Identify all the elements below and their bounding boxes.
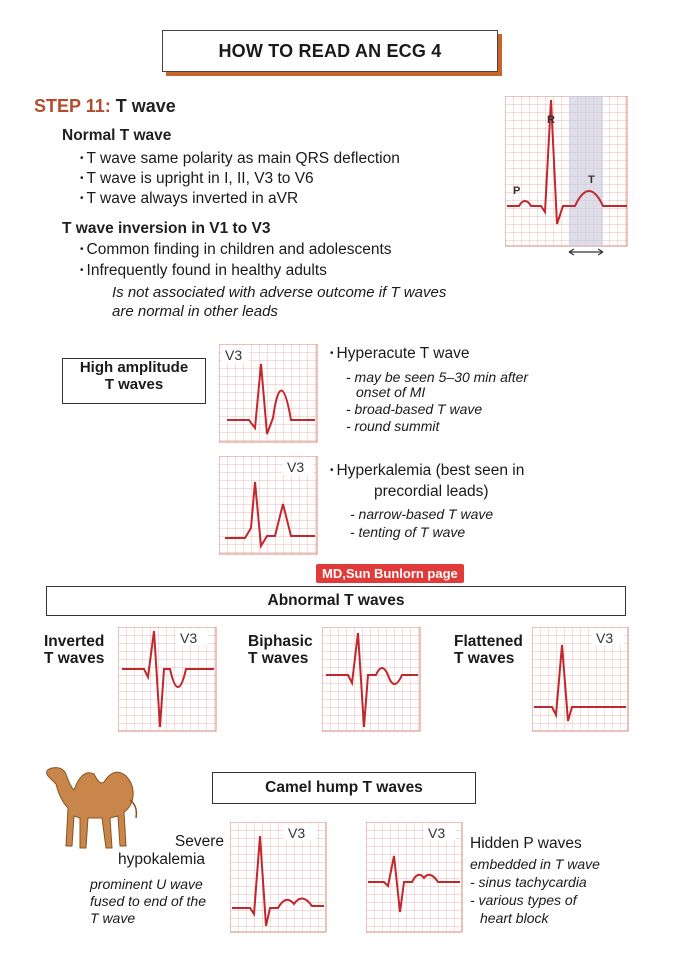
hidden-p-line: - various types of: [470, 892, 577, 908]
lead-label: V3: [225, 347, 243, 363]
inversion-bullet: • Infrequently found in healthy adults: [80, 262, 327, 279]
lead-label: V3: [287, 459, 305, 475]
hyperacute-line: - round summit: [346, 418, 440, 434]
hidden-p-ecg: [366, 822, 466, 934]
hypokalemia-label-2: hypokalemia: [118, 851, 206, 868]
credit-badge: MD,Sun Bunlorn page: [316, 564, 464, 583]
hypokalemia-label-1: Severe: [174, 833, 224, 850]
hyperkalemia-heading-cont: precordial leads): [374, 483, 489, 500]
normal-heading: Normal T wave: [62, 127, 172, 144]
lead-label: V3: [288, 825, 306, 841]
hyperacute-line: - may be seen 5–30 min after: [346, 369, 529, 385]
hyperkalemia-ecg: [219, 456, 319, 556]
step-name: T wave: [115, 96, 176, 116]
inversion-note: Is not associated with adverse outcome if T waves: [112, 284, 447, 301]
hypokalemia-note: fused to end of the: [90, 893, 206, 909]
lead-label: V3: [180, 630, 198, 646]
hyperacute-line: - broad-based T wave: [346, 401, 483, 417]
hyperacute-ecg: [219, 344, 319, 444]
inverted-label: Inverted T waves: [44, 633, 105, 667]
inversion-bullet: • Common finding in children and adolescents: [80, 241, 392, 258]
hypokalemia-ecg: [230, 822, 330, 934]
camel-heading: Camel hump T waves: [212, 772, 476, 804]
biphasic-ecg: [322, 627, 422, 733]
qt-interval-shade: [569, 96, 603, 246]
normal-ecg-diagram: [505, 96, 630, 258]
p-label: P: [513, 185, 521, 197]
camel-illustration: [40, 760, 150, 856]
interval-arrow: [569, 249, 603, 255]
hyperacute-heading: • Hyperacute T wave: [330, 345, 470, 362]
hyperkalemia-line: - narrow-based T wave: [350, 506, 494, 522]
lead-label: V3: [428, 825, 446, 841]
hidden-p-heading: Hidden P waves: [470, 835, 582, 852]
abnormal-heading: Abnormal T waves: [46, 586, 626, 616]
normal-bullet: • T wave always inverted in aVR: [80, 190, 299, 207]
hyperkalemia-line: - tenting of T wave: [350, 524, 466, 540]
inversion-note: are normal in other leads: [112, 303, 278, 320]
hyperacute-line: onset of MI: [356, 384, 426, 400]
page-title: HOW TO READ AN ECG 4: [162, 30, 498, 72]
flattened-label: Flattened T waves: [454, 633, 523, 667]
r-label: R: [547, 114, 555, 126]
hypokalemia-note: T wave: [90, 910, 136, 926]
hidden-p-line: embedded in T wave: [470, 856, 600, 872]
hidden-p-line: heart block: [480, 910, 549, 926]
inversion-heading: T wave inversion in V1 to V3: [62, 220, 271, 237]
high-amplitude-box: High amplitude T waves: [62, 358, 206, 404]
hidden-p-line: - sinus tachycardia: [470, 874, 587, 890]
step-prefix: STEP 11:: [34, 96, 111, 116]
biphasic-label: Biphasic T waves: [248, 633, 313, 667]
step-heading: [34, 96, 176, 117]
t-label: T: [588, 174, 595, 186]
flattened-ecg: [532, 627, 632, 733]
hypokalemia-note: prominent U wave: [90, 876, 203, 892]
hyperkalemia-heading: • Hyperkalemia (best seen in: [330, 462, 525, 479]
normal-bullet: • T wave same polarity as main QRS deflection: [80, 150, 400, 167]
lead-label: V3: [596, 630, 614, 646]
normal-bullet: • T wave is upright in I, II, V3 to V6: [80, 170, 314, 187]
inverted-ecg: [118, 627, 218, 733]
